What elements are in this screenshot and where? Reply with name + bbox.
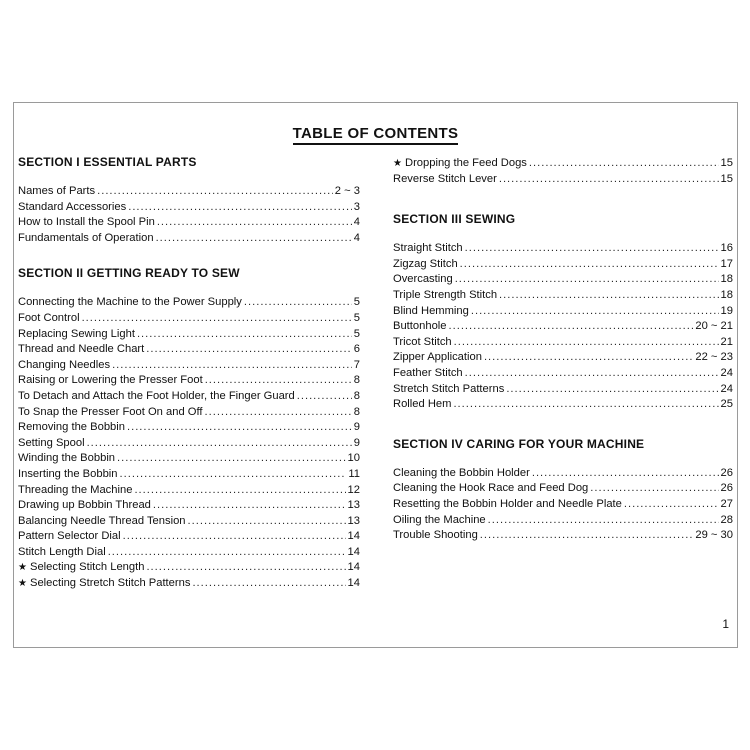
dot-leader <box>449 319 694 335</box>
toc-entry <box>18 200 360 216</box>
toc-entry-title: Fundamentals of Operation <box>18 231 154 244</box>
dot-leader <box>454 335 719 351</box>
toc-entry <box>18 389 360 405</box>
toc-entry-title: Stitch Length Dial <box>18 545 106 558</box>
toc-entry-title: Stretch Stitch Patterns <box>393 382 505 395</box>
toc-entry <box>393 272 733 288</box>
toc-page-number: 14 <box>347 530 360 543</box>
toc-page-number: 13 <box>347 514 360 527</box>
toc-entry <box>393 319 733 335</box>
toc-page-number: 3 <box>353 200 360 213</box>
dot-leader <box>97 184 333 200</box>
toc-entry-title: Cleaning the Hook Race and Feed Dog <box>393 482 589 495</box>
dot-leader <box>590 481 718 497</box>
toc-entry <box>18 498 360 514</box>
toc-page-number: 8 <box>353 389 360 402</box>
dot-leader <box>153 498 346 514</box>
dot-leader <box>453 397 718 413</box>
toc-page-number: 5 <box>353 311 360 324</box>
toc-entry <box>18 405 360 421</box>
toc-list <box>393 156 733 187</box>
toc-entry-title: Pattern Selector Dial <box>18 530 121 543</box>
dot-leader <box>471 304 719 320</box>
dot-leader <box>205 373 352 389</box>
toc-entry <box>18 514 360 530</box>
toc-page-number: 15 <box>720 157 733 169</box>
toc-page-number: 9 <box>353 436 360 449</box>
dot-leader <box>460 257 719 273</box>
toc-entry-title: Oiling the Machine <box>393 513 486 526</box>
star-icon: ★ <box>18 562 27 574</box>
toc-entry-title: To Detach and Attach the Foot Holder, the Finger Guard <box>18 389 295 402</box>
toc-entry-title: Zigzag Stitch <box>393 257 458 270</box>
toc-entry <box>18 467 360 483</box>
toc-entry-title: Feather Stitch <box>393 366 463 379</box>
toc-entry-title: Zipper Application <box>393 351 482 364</box>
toc-entry-title: Standard Accessories <box>18 200 127 213</box>
dot-leader <box>146 342 352 358</box>
toc-entry <box>18 358 360 374</box>
dot-leader <box>499 288 719 304</box>
dot-leader <box>82 311 352 327</box>
dot-leader <box>137 327 352 343</box>
dot-leader <box>529 156 719 172</box>
toc-entry <box>393 382 733 398</box>
toc-entry-title: Foot Control <box>18 311 80 324</box>
toc-entry <box>393 241 733 257</box>
star-icon: ★ <box>393 158 402 169</box>
toc-entry-title: Reverse Stitch Lever <box>393 172 497 185</box>
toc-page-number: 6 <box>353 343 360 356</box>
toc-entry-title: Thread and Needle Chart <box>18 343 145 356</box>
toc-page-number: 2 ~ 3 <box>334 185 360 197</box>
toc-page-number: 24 <box>720 382 733 395</box>
toc-entry-title: Overcasting <box>393 273 453 286</box>
toc-entry-title: Raising or Lowering the Presser Foot <box>18 374 203 387</box>
toc-entry <box>18 483 360 499</box>
toc-page-number: 9 <box>353 421 360 434</box>
toc-entry <box>393 513 733 529</box>
toc-entry <box>393 172 733 188</box>
toc-page-number: 14 <box>347 577 360 590</box>
toc-page-number: 22 ~ 23 <box>695 351 733 364</box>
dot-leader <box>112 358 352 374</box>
toc-entry-title: Resetting the Bobbin Holder and Needle Plate <box>393 497 622 510</box>
toc-page-number: 5 <box>353 296 360 309</box>
dot-leader <box>157 215 352 231</box>
toc-page-number: 21 <box>720 335 733 348</box>
dot-leader <box>146 560 345 576</box>
toc-entry <box>393 350 733 366</box>
left-column <box>18 153 360 592</box>
toc-page-number: 20 ~ 21 <box>695 320 733 333</box>
toc-entry-title: How to Install the Spool Pin <box>18 216 155 229</box>
toc-entry-title: Dropping the Feed Dogs <box>405 157 527 169</box>
document-page <box>13 102 738 648</box>
toc-page-number: 25 <box>720 398 733 411</box>
dot-leader <box>480 528 694 544</box>
toc-entry <box>18 311 360 327</box>
toc-entry <box>18 373 360 389</box>
toc-page-number: 17 <box>720 257 733 270</box>
toc-page-number: 28 <box>720 513 733 526</box>
toc-entry-title: Trouble Shooting <box>393 529 478 542</box>
right-column <box>393 153 733 544</box>
section-heading: SECTION II GETTING READY TO SEW <box>18 266 240 281</box>
toc-page-number: 5 <box>353 327 360 340</box>
toc-entry-title: Selecting Stretch Stitch Patterns <box>30 577 191 590</box>
toc-entry-title: Balancing Needle Thread Tension <box>18 514 186 527</box>
toc-entry-title: Removing the Bobbin <box>18 421 125 434</box>
toc-entry <box>18 576 360 592</box>
section-heading: SECTION III SEWING <box>393 212 516 227</box>
toc-entry <box>393 156 733 172</box>
dot-leader <box>192 576 345 592</box>
toc-entry <box>393 335 733 351</box>
toc-entry-title: Setting Spool <box>18 436 85 449</box>
toc-page-number: 19 <box>720 304 733 317</box>
toc-entry <box>393 466 733 482</box>
dot-leader <box>156 231 352 247</box>
toc-page-number: 13 <box>347 499 360 512</box>
dot-leader <box>455 272 719 288</box>
toc-page-number: 14 <box>347 545 360 558</box>
toc-entry <box>18 436 360 452</box>
toc-page-number: 7 <box>353 358 360 371</box>
toc-page-number: 12 <box>347 483 360 496</box>
toc-page-number: 8 <box>353 374 360 387</box>
toc-entry <box>18 529 360 545</box>
toc-page-number: 15 <box>720 172 733 185</box>
toc-page-number: 26 <box>720 466 733 479</box>
toc-entry-title: Drawing up Bobbin Thread <box>18 499 151 512</box>
toc-list <box>18 184 360 246</box>
dot-leader <box>297 389 352 405</box>
toc-entry <box>393 257 733 273</box>
toc-page-number: 10 <box>347 452 360 465</box>
toc-page-number: 8 <box>353 405 360 418</box>
toc-entry-title: Triple Strength Stitch <box>393 288 498 301</box>
dot-leader <box>205 405 352 421</box>
toc-page-number: 29 ~ 30 <box>695 529 733 542</box>
toc-entry-title: Straight Stitch <box>393 242 463 255</box>
toc-entry <box>18 215 360 231</box>
dot-leader <box>127 420 352 436</box>
toc-entry <box>18 295 360 311</box>
dot-leader <box>188 514 346 530</box>
star-icon: ★ <box>18 578 27 590</box>
toc-page-number: 24 <box>720 366 733 379</box>
toc-entry <box>18 545 360 561</box>
toc-page-number: 18 <box>720 273 733 286</box>
toc-list <box>393 241 733 413</box>
toc-entry <box>393 288 733 304</box>
dot-leader <box>506 382 718 398</box>
toc-entry <box>18 451 360 467</box>
dot-leader <box>123 529 346 545</box>
toc-entry-title: To Snap the Presser Foot On and Off <box>18 405 203 418</box>
toc-page-number: 11 <box>348 467 360 480</box>
section-heading: SECTION IV CARING FOR YOUR MACHINE <box>393 436 645 451</box>
toc-entry-title: Replacing Sewing Light <box>18 327 135 340</box>
toc-entry-title: Tricot Stitch <box>393 335 452 348</box>
toc-entry-title: Connecting the Machine to the Power Supply <box>18 296 242 309</box>
toc-entry <box>393 366 733 382</box>
toc-entry <box>393 528 733 544</box>
dot-leader <box>128 200 352 216</box>
dot-leader <box>624 497 719 513</box>
toc-entry <box>18 560 360 576</box>
toc-list <box>393 466 733 544</box>
toc-page-number: 18 <box>720 288 733 301</box>
toc-entry <box>18 327 360 343</box>
page-title: TABLE OF CONTENTS <box>14 125 737 142</box>
dot-leader <box>117 451 346 467</box>
dot-leader <box>499 172 719 188</box>
dot-leader <box>532 466 719 482</box>
toc-page-number: 4 <box>353 216 360 229</box>
section-heading: SECTION I ESSENTIAL PARTS <box>18 155 197 169</box>
toc-list <box>18 295 360 591</box>
toc-entry <box>18 420 360 436</box>
page-number: 1 <box>722 617 729 631</box>
toc-page-number: 27 <box>720 497 733 510</box>
dot-leader <box>108 545 346 561</box>
toc-page-number: 26 <box>720 482 733 495</box>
toc-entry-title: Winding the Bobbin <box>18 452 116 465</box>
dot-leader <box>244 295 352 311</box>
toc-entry-title: Cleaning the Bobbin Holder <box>393 466 530 479</box>
toc-entry-title: Names of Parts <box>18 185 96 197</box>
toc-entry-title: Inserting the Bobbin <box>18 467 118 480</box>
toc-entry-title: Selecting Stitch Length <box>30 561 145 574</box>
toc-entry <box>393 304 733 320</box>
toc-entry-title: Rolled Hem <box>393 398 452 411</box>
toc-entry <box>18 184 360 200</box>
dot-leader <box>465 366 719 382</box>
toc-page-number: 4 <box>353 231 360 244</box>
toc-entry-title: Threading the Machine <box>18 483 133 496</box>
toc-entry <box>393 481 733 497</box>
toc-entry <box>393 497 733 513</box>
dot-leader <box>87 436 352 452</box>
toc-entry <box>18 342 360 358</box>
dot-leader <box>484 350 693 366</box>
toc-page-number: 16 <box>720 242 733 255</box>
dot-leader <box>134 483 345 499</box>
toc-entry-title: Blind Hemming <box>393 304 469 317</box>
toc-entry-title: Changing Needles <box>18 358 111 371</box>
dot-leader <box>488 513 719 529</box>
toc-entry <box>393 397 733 413</box>
toc-entry-title: Buttonhole <box>393 320 447 333</box>
toc-page-number: 14 <box>347 561 360 574</box>
toc-entry <box>18 231 360 247</box>
dot-leader <box>120 467 347 483</box>
dot-leader <box>465 241 719 257</box>
